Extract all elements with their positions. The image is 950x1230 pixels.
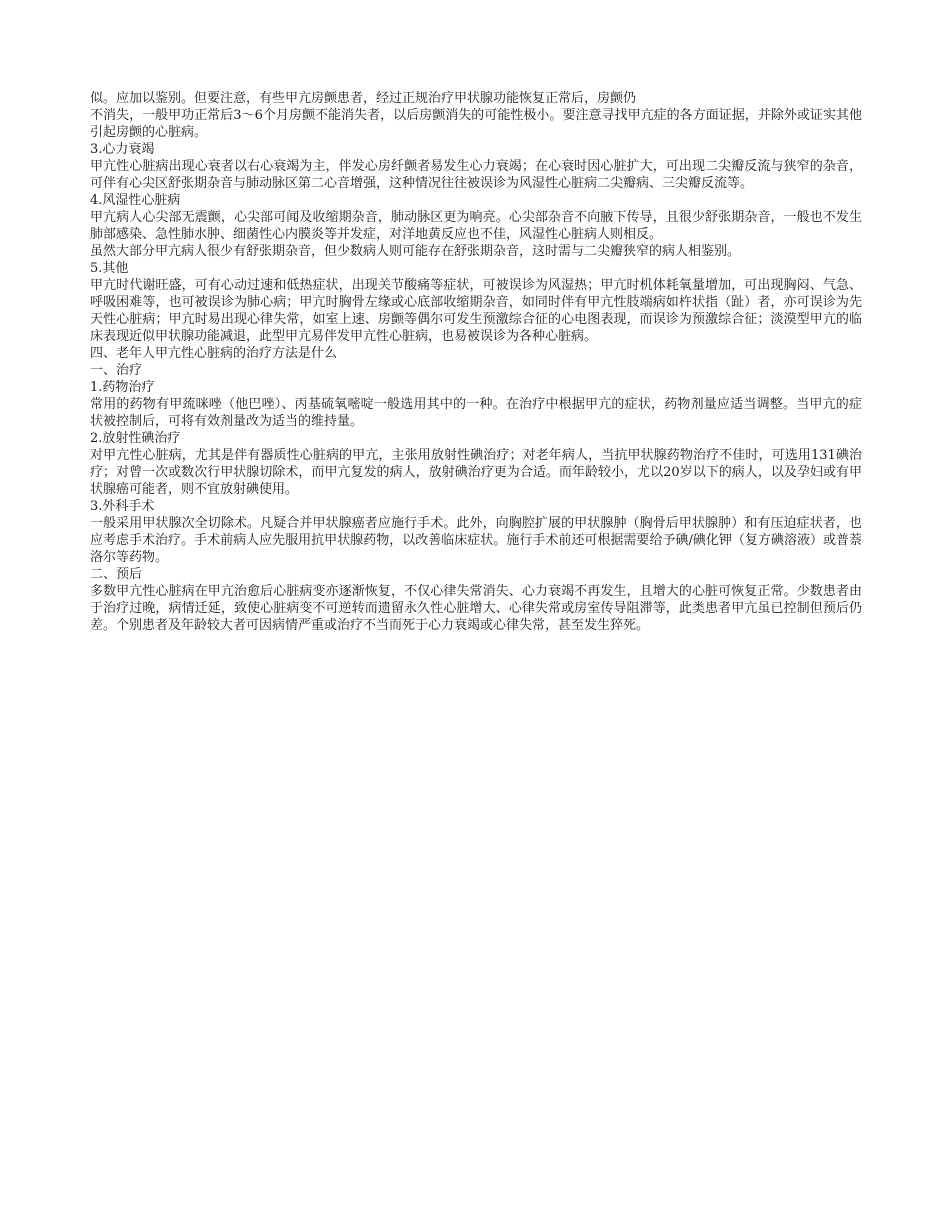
section-heading: 一、治疗 bbox=[90, 363, 143, 378]
paragraph: 似。应加以鉴别。但要注意，有些甲亢房颤患者，经过正规治疗甲状腺功能恢复正常后，房颤仍 bbox=[90, 91, 637, 106]
subsection-heading: 1.药物治疗 bbox=[90, 380, 155, 395]
paragraph: 甲亢时代谢旺盛，可有心动过速和低热症状，出现关节酸痛等症状，可被误诊为风湿热；甲亢时机体耗氧量增加，可出现胸闷、气急、呼吸困难等，也可被误诊为肺心病；甲亢时胸骨左缘或心底部收缩期杂音，如同时伴有甲亢性肢端病如杵状指（趾）者，亦可误诊为先天性心脏病；甲亢时易出现心律失常，如室上速、房颤等偶尔可发生预激综合征的心电图表现，而误诊为预激综合征；淡漠型甲亢的临床表现近似甲状腺功能减退，此型甲亢易伴发甲亢性心脏病，也易被误诊为各种心脏病。 bbox=[90, 278, 862, 344]
document-body bbox=[90, 90, 862, 634]
paragraph: 一般采用甲状腺次全切除术。凡疑合并甲状腺癌者应施行手术。此外，向胸腔扩展的甲状腺肿（胸骨后甲状腺肿）和有压迫症状者，也应考虑手术治疗。手术前病人应先服用抗甲状腺药物，以改善临床症状。施行手术前还可根据需要给予碘/碘化钾（复方碘溶液）或普萘洛尔等药物。 bbox=[90, 516, 862, 565]
paragraph: 甲亢性心脏病出现心衰者以右心衰竭为主，伴发心房纤颤者易发生心力衰竭；在心衰时因心脏扩大，可出现二尖瓣反流与狭窄的杂音，可伴有心尖区舒张期杂音与肺动脉区第二心音增强，这种情况往往被误诊为风湿性心脏病二尖瓣病、三尖瓣反流等。 bbox=[90, 159, 862, 191]
section-heading: 二、预后 bbox=[90, 567, 143, 582]
subsection-heading: 3.外科手术 bbox=[90, 499, 155, 514]
subsection-heading: 2.放射性碘治疗 bbox=[90, 431, 181, 446]
paragraph: 常用的药物有甲巯咪唑（他巴唑）、丙基硫氧嘧啶一般选用其中的一种。在治疗中根据甲亢的症状，药物剂量应适当调整。当甲亢的症状被控制后，可将有效剂量改为适当的维持量。 bbox=[90, 397, 862, 429]
chapter-heading: 四、老年人甲亢性心脏病的治疗方法是什么 bbox=[90, 346, 338, 361]
section-heading: 4.风湿性心脏病 bbox=[90, 193, 181, 208]
section-heading: 5.其他 bbox=[90, 261, 129, 276]
paragraph: 不消失，一般甲功正常后3～6个月房颤不能消失者，以后房颤消失的可能性极小。要注意寻找甲亢症的各方面证据，并除外或证实其他引起房颤的心脏病。 bbox=[90, 108, 862, 140]
paragraph: 对甲亢性心脏病，尤其是伴有器质性心脏病的甲亢，主张用放射性碘治疗；对老年病人，当抗甲状腺药物治疗不佳时，可选用131碘治疗；对曾一次或数次行甲状腺切除术，而甲亢复发的病人，放射碘治疗更为合适。而年龄较小，尤以20岁以下的病人，以及孕妇或有甲状腺癌可能者，则不宜放射碘使用。 bbox=[90, 448, 862, 497]
paragraph: 甲亢病人心尖部无震颤，心尖部可闻及收缩期杂音，肺动脉区更为响亮。心尖部杂音不向腋下传导，且很少舒张期杂音，一般也不发生肺部感染、急性肺水肿、细菌性心内膜炎等并发症，对洋地黄反应也不佳，风湿性心脏病人则相反。 bbox=[90, 210, 862, 242]
paragraph: 虽然大部分甲亢病人很少有舒张期杂音，但少数病人则可能存在舒张期杂音，这时需与二尖瓣狭窄的病人相鉴别。 bbox=[90, 244, 741, 259]
paragraph: 多数甲亢性心脏病在甲亢治愈后心脏病变亦逐渐恢复，不仅心律失常消失、心力衰竭不再发生，且增大的心脏可恢复正常。少数患者由于治疗过晚，病情迁延，致使心脏病变不可逆转而遗留永久性心脏增大、心律失常或房室传导阻滞等，此类患者甲亢虽已控制但预后仍差。个别患者及年龄较大者可因病情严重或治疗不当而死于心力衰竭或心律失常，甚至发生猝死。 bbox=[90, 584, 862, 633]
section-heading: 3.心力衰竭 bbox=[90, 142, 155, 157]
